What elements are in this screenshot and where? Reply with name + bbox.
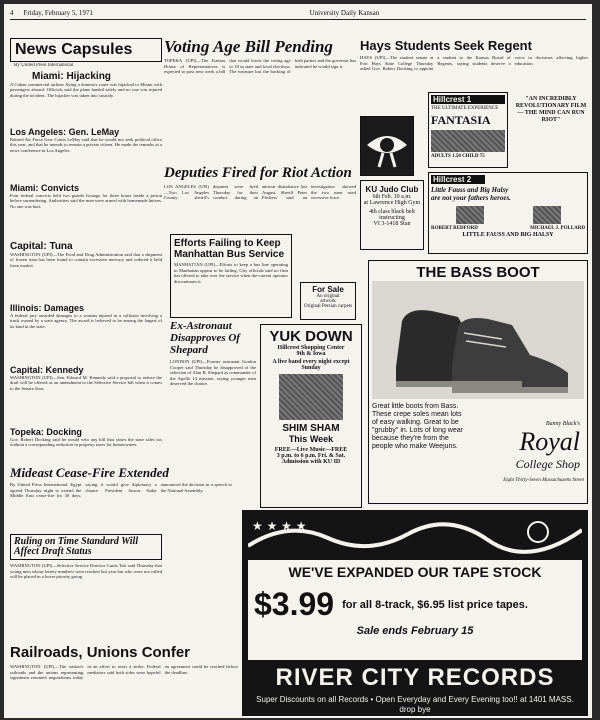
capsule-item	[10, 241, 162, 303]
capsule-item	[10, 303, 162, 365]
mideast-body: By United Press International. Egypt agreed Thursday night to extend the Middle East cease-fire for 30 days, saying it would give diplomacy a chance. President Anwar Sadat announced the decision in a speech to the National Assembly.	[10, 482, 232, 499]
bassboot-title: THE BASS BOOT	[416, 264, 540, 281]
railroads-headline: Railroads, Unions Confer	[10, 644, 191, 661]
band-photo	[279, 374, 343, 420]
deputies-story	[164, 166, 356, 234]
hillcrest2-actor: MICHAEL J. POLLARD	[530, 226, 585, 231]
railroads-body: WASHINGTON (UPI)—The nation's railroads and the unions representing signalmen resumed negotiations today in an effort to avert a strike. Federal mediators said both sides were hopeful an agreement could be reached before the deadline.	[10, 664, 238, 681]
hillcrest2-actor: ROBERT REDFORD	[431, 226, 478, 231]
bassboot-address: Eight Thirty-Seven Massachusetts Street	[503, 478, 584, 483]
capsule-body: A federal jury awarded damages to a woman injured in a collision involving a truck owned by a state agency. The award is believed to be among the largest of its kind in the state.	[10, 312, 162, 329]
voting-story	[164, 38, 356, 162]
bassboot-store: Royal	[519, 427, 580, 456]
judo-ad	[360, 180, 424, 250]
yukdown-week: This Week	[288, 434, 334, 444]
deputies-headline: Deputies Fired for Riot Action	[164, 165, 352, 181]
railroads-story	[10, 644, 238, 716]
decorative-banner	[248, 516, 582, 556]
records-ad	[242, 510, 588, 716]
yukdown-title: YUK DOWN	[269, 328, 353, 345]
hillcrest1-name: Hillcrest 1	[431, 95, 505, 104]
capsule-item	[10, 365, 162, 427]
deputies-body: LOS ANGELES (UPI)—Two Los Angeles County sheriff's deputies were fired Thursday for their conduct during an antiwar disturbance last August. Sheriff Peter Pitchess said an investigation showed the two men used excessive force.	[164, 184, 356, 201]
hillcrest1-quote-box	[512, 96, 590, 168]
hays-headline: Hays Students Seek Regent	[360, 38, 532, 53]
yukdown-admission: Admission with KU ID	[281, 459, 341, 465]
judo-title: KU Judo Club	[365, 185, 419, 194]
page-folio	[10, 6, 586, 20]
capsule-body: Gov. Robert Docking said he would veto any bill that raises the state sales tax without a corresponding reduction in property taxes for homeowners.	[10, 436, 162, 448]
mideast-story	[10, 466, 232, 532]
capsule-heading: Miami: Hijacking	[32, 70, 111, 82]
records-tagline: Super Discounts on all Records • Open Everyday and Every Evening too!! at 1401 MASS. drop bye	[256, 695, 574, 714]
hillcrest1-tagline: THE ULTIMATE EXPERIENCE	[431, 106, 499, 111]
eye-icon	[361, 117, 413, 175]
hillcrest2-ad	[428, 172, 588, 254]
voting-body: TOPEKA (UPI)—The Kansas House of Representatives is expected to pass next week a bill that would lower the voting age to 18 in state and local elections. The measure has the backing of both parties and the governor has indicated he would sign it.	[164, 58, 356, 75]
yukdown-location: Hillcrest Shopping Center	[277, 345, 345, 351]
capsule-body: WASHINGTON (UPI)—Sen. Edward M. Kennedy said a proposal to reduce the draft will be offered as an amendment to the Selective Service bill when it comes to the Senate floor.	[10, 374, 162, 391]
astronaut-headline: Ex-Astronaut Disapproves Of Shepard	[170, 320, 240, 356]
records-headline: WE'VE EXPANDED OUR TAPE STOCK	[288, 564, 542, 580]
capsule-body: WASHINGTON (UPI)—The Food and Drug Administration said that a shipment of frozen tuna has been found to contain excessive mercury and ordered it held from market.	[10, 251, 162, 268]
judo-place: at Lawrence High Gym	[363, 200, 421, 206]
hillcrest2-line1: Little Fauss and Big Halsy	[431, 186, 509, 194]
judo-instructing: instructing	[379, 215, 405, 221]
hillcrest2-film: LITTLE FAUSS AND BIG HALSY	[462, 232, 554, 238]
page-date: Friday, February 5, 1971	[23, 8, 93, 17]
hillcrest1-quote: "AN INCREDIBLY REVOLUTIONARY FILM — THE MIND CAN RUN RIOT"	[515, 96, 587, 123]
judo-date: 6th Feb. 10 a.m.	[372, 194, 412, 200]
capsule-heading: Los Angeles: Gen. LeMay	[10, 126, 120, 137]
capsule-body: Retired Air Force Gen. Curtis LeMay said that he would not seek political office this year, and that he intends to remain a private citizen. He made the remarks at a news conference in Los Angeles.	[10, 136, 162, 153]
news-capsules	[10, 38, 162, 458]
bassboot-store2: College Shop	[515, 457, 580, 471]
capsule-body: A Cuban commercial airliner flying a domestic route was hijacked to Miami with passengers aboard. Officials said the plane landed safely and no one was injured during the incident. The hijacker was taken into custody.	[10, 81, 162, 98]
records-price: $3.99	[254, 586, 335, 622]
astronaut-story	[170, 320, 256, 462]
bus-story	[170, 234, 292, 318]
yukdown-show: A live band every night except Sunday	[272, 359, 350, 371]
capsule-heading: Illinois: Damages	[10, 302, 85, 313]
yukdown-address: 9th & Iowa	[296, 351, 326, 357]
capsule-heading: Capital: Kennedy	[10, 364, 84, 375]
page-number: 4	[10, 8, 14, 17]
bus-headline: Efforts Failing to Keep Manhattan Bus Service	[174, 238, 285, 260]
forsale-line: artwork	[320, 299, 336, 304]
eye-logo-box	[360, 116, 414, 176]
records-store: RIVER CITY RECORDS	[275, 664, 555, 691]
capsule-heading: Capital: Tuna	[10, 240, 73, 252]
bassboot-copy: Great little boots from Bass. These crepe soles mean lots of easy walking. Great to be "grubby" in. Lots of long wear because they're from the people who make Weejuns.	[372, 403, 463, 450]
capsule-item	[10, 127, 162, 183]
capsule-body: Four federal convicts held two guards hostage for three hours inside a prison before surrendering. Authorities said the men were armed with homemade knives. No one was hurt.	[10, 192, 162, 209]
forsale-title: For Sale	[312, 285, 344, 294]
forsale-line: Original Persian carpets	[303, 304, 353, 309]
fantasia-art	[431, 130, 505, 152]
redford-photo	[456, 206, 484, 224]
capsules-header-box	[10, 38, 162, 62]
mideast-headline: Mideast Cease-Fire Extended	[10, 465, 169, 480]
draft-headline: Ruling on Time Standard Will Affect Draft Status	[14, 536, 139, 557]
astronaut-body: LONDON (UPI)—Former astronaut Gordon Cooper said Thursday he disapproved of the selection of Alan B. Shepard as commander of the Apollo 14 mission, saying younger men deserved the chance.	[170, 359, 256, 387]
capsule-heading: Miami: Convicts	[10, 182, 80, 193]
draft-body: WASHINGTON (UPI)—Selective Service Director Curtis Tarr said Thursday that young men whose lottery numbers were reached last year but who were not called will be placed in a lower priority group.	[10, 563, 162, 580]
bassboot-brand: Bunny Black's	[545, 421, 580, 427]
hillcrest1-prices: ADULTS 1.50 CHILD 75	[431, 154, 485, 159]
forsale-line: An original	[316, 294, 340, 299]
yukdown-band: SHIM SHAM	[282, 423, 340, 434]
capsules-title: News Capsules	[15, 41, 133, 58]
judo-belt: 4th class black belt	[369, 209, 415, 215]
capsules-list	[10, 71, 162, 477]
yukdown-hours: 3 p.m. to 6 p.m. Fri. & Sat.	[276, 453, 346, 459]
capsule-item	[10, 71, 162, 127]
yukdown-ad	[260, 324, 362, 508]
hillcrest2-line2: are not your fathers heroes.	[431, 194, 511, 202]
yukdown-free: FREE—Live Music—FREE	[274, 447, 348, 453]
capsules-byline: By United Press International	[14, 63, 74, 68]
forsale-ad	[300, 282, 356, 320]
judo-phone: VI 3-1418 Stan	[373, 221, 411, 227]
draft-story	[10, 534, 162, 642]
records-sale: Sale ends February 15	[356, 625, 474, 637]
svg-text:★ ★ ★ ★: ★ ★ ★ ★	[252, 519, 307, 533]
boot-illustration	[372, 281, 584, 399]
newspaper-page	[4, 4, 592, 718]
bus-body: MANHATTAN (UPI)—Efforts to keep a bus line operating in Manhattan appear to be failing. City officials said no firm has offered to take over the service when the current operator discontinues it.	[174, 262, 288, 284]
paper-name: University Daily Kansan	[309, 8, 380, 17]
records-price-text: for all 8-track, $6.95 list price tapes.	[342, 598, 528, 611]
bassboot-ad	[368, 260, 588, 504]
hays-story	[360, 38, 588, 88]
hillcrest2-name: Hillcrest 2	[431, 175, 485, 184]
capsule-item	[10, 183, 162, 241]
hays-body: HAYS (UPI)—The student senate at Fort Hays State College Thursday asked Gov. Robert Docking to appoint a student to the Kansas Board of Regents, saying students deserve a voice in decisions affecting higher education.	[360, 55, 588, 72]
hillcrest1-film: FANTASIA	[431, 113, 491, 127]
voting-headline: Voting Age Bill Pending	[164, 37, 333, 56]
hillcrest1-ad	[428, 92, 508, 168]
capsule-heading: Topeka: Docking	[10, 426, 82, 437]
pollard-photo	[533, 206, 561, 224]
